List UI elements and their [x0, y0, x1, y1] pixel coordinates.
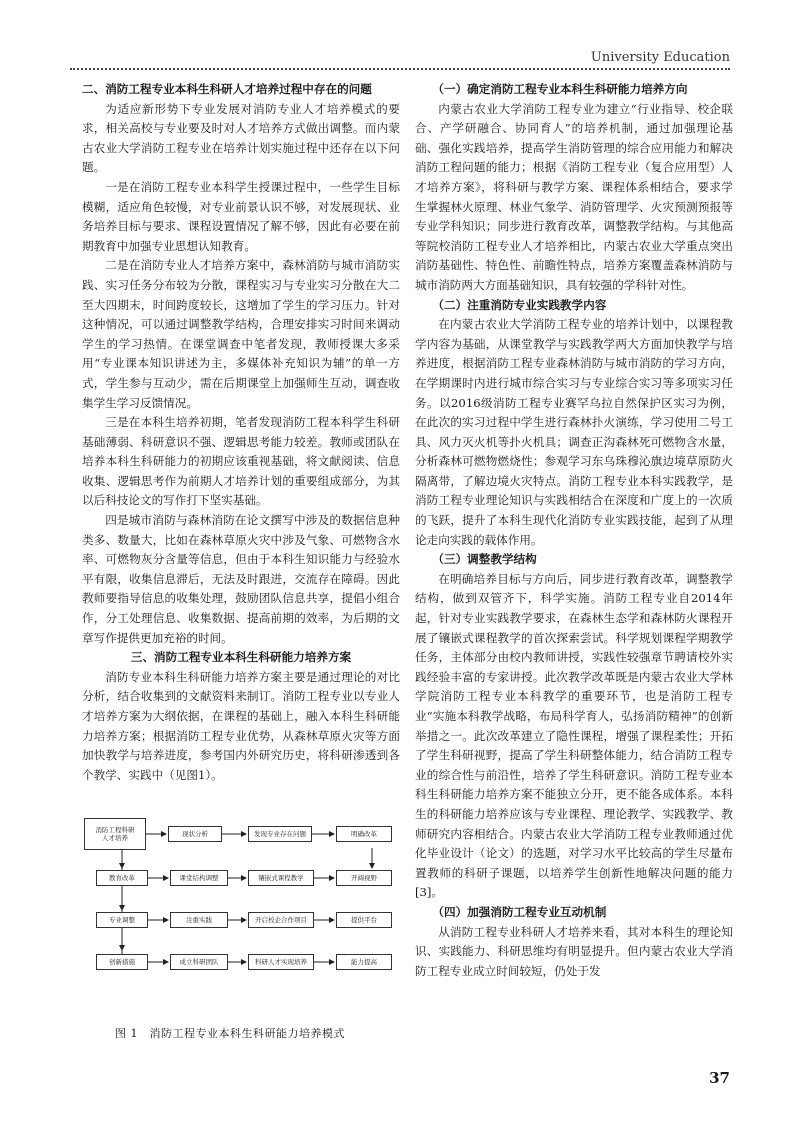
- body-paragraph: 从消防工程专业科研人才培养来看，其对本科生的理论知识、实践能力、科研思维均有明显提升。但内蒙古农业大学消防工程专业成立时间较短，仍处于发: [415, 924, 733, 978]
- figure-box: 教育改革: [96, 870, 148, 886]
- figure-box-root: 消防工程科研 人才培养: [84, 818, 146, 850]
- subsection-heading: （三）调整教学结构: [432, 552, 537, 567]
- body-paragraph: 消防专业本科生科研能力培养方案主要是通过理论的对比分析，结合收集到的文献资料来制订。消防工程专业以专业人才培养方案为大纲依据，在课程的基础上，融入本科生科研能力培养方案；根据消防工程专业优势，从森林草原火灾等方面加快教学与培养进度，参考国内外研究历史，将科研渗透到各个教学、实践中（见图1）。: [82, 669, 400, 782]
- figure-box: 镶嵌式课程教学: [248, 870, 314, 886]
- left-column: [82, 80, 400, 785]
- subsection-heading: （一）确定消防工程专业本科生科研能力培养方向: [432, 82, 688, 96]
- subsection-heading: （四）加强消防工程专业互动机制: [432, 904, 607, 919]
- figure-caption: 图 1 消防工程专业本科生科研能力培养模式: [115, 1027, 345, 1040]
- page-number: 37: [709, 1069, 730, 1087]
- section-heading: 二、消防工程专业本科生科研人才培养过程中存在的问题: [82, 82, 372, 96]
- body-paragraph: 二是在消防专业人才培养方案中，森林消防与城市消防实践、实习任务分布较为分散，课程实习与专业实习分散在大二至大四期末，时间跨度较长，这增加了学生的学习压力。针对这种情况，可以通过调整教学结构，合理安排实习时间来调动学生的学习热情。在课堂调查中笔者发现，教师授课大多采用“专业课本知识讲述为主，多媒体补充知识为辅”的单一方式，学生参与互动少，需在后期课堂上加强师生互动，调查收集学生学习反馈情况。: [82, 258, 400, 410]
- subsection-heading: （二）注重消防专业实践教学内容: [432, 297, 607, 312]
- body-paragraph: 在内蒙古农业大学消防工程专业的培养计划中，以课程教学内容为基础，从课堂教学与实践教学两大方面加快教学与培养进度，根据消防工程专业森林消防与城市消防的学习方向，在学期课时内进行城市综合实习与专业综合实习等多项实习任务。以2016级消防工程专业赛罕乌拉自然保护区实习为例，在此次的实习过程中学生进行森林扑火演练，学习使用二号工具、风力灭火机等扑火机具；调查正沟森林死可燃物含水量，分析森林可燃物燃烧性；参观学习东乌珠穆沁旗边境草原防火隔离带，了解边境火灾特点。消防工程专业本科实践教学，是消防工程专业理论知识与实践相结合在深度和广度上的一次质的飞跃，提升了本科生现代化消防专业实践技能，起到了从理论走向实践的载体作用。: [415, 317, 733, 547]
- figure-box: 能力提高: [336, 954, 392, 970]
- figure-box: 课堂结构调整: [170, 870, 228, 886]
- figure-box: 注重实践: [170, 912, 228, 928]
- body-paragraph: 在明确培养目标与方向后，同步进行教育改革，调整教学结构，做到双管齐下，科学实施。消防工程专业自2014年起，针对专业实践教学要求，在森林生态学和森林防火课程开展了镶嵌式课程教学的首次探索尝试。科学规划课程学期教学任务，主体部分由校内教师讲授，实践性较强章节聘请校外实践经验丰富的专家讲授。此次教学改革既是内蒙古农业大学林学院消防工程专业本科教学的重要环节，也是消防工程专业“实施本科教学战略，布局科学育人，弘扬消防精神”的创新举措之一。此次改革建立了隐性课程，增强了课程柔性；开拓了学生科研视野，提高了学生科研整体能力，结合消防工程专业的综合性与前沿性，培养了学生科研意识。消防工程专业本科生科研能力培养方案不能独立分开，更不能各成体系。本科生的科研能力培养应该与专业课程、理论教学、实践教学、教师研究内容相结合。内蒙古农业大学消防工程专业教师通过优化毕业设计（论文）的选题，对学习水平比较高的学生尽量布置教师的科研子课题，以培养学生创新性地解决问题的能力[3]。: [415, 571, 733, 900]
- figure-box: 开阔视野: [336, 870, 392, 886]
- figure-box: 现状分析: [168, 826, 222, 842]
- body-paragraph: 一是在消防工程专业本科学生授课过程中，一些学生目标模糊，适应角色较慢，对专业前景认识不够，对发展现状、业务培养目标与要求、课程设置情况了解不够，因此有必要在前期教育中加强专业思想认知教育。: [82, 179, 400, 253]
- figure-box: 创新措施: [96, 954, 148, 970]
- right-column: [415, 80, 733, 981]
- figure-box: 科研人才实现培养: [248, 954, 314, 970]
- figure-box: 发现专业存在问题: [248, 826, 312, 842]
- figure-box: 提供平台: [336, 912, 392, 928]
- header-divider: [70, 68, 730, 70]
- figure-box: 成立科研团队: [170, 954, 228, 970]
- figure-1-diagram: [82, 812, 402, 1007]
- body-paragraph: 四是城市消防与森林消防在论文撰写中涉及的数据信息种类多、数量大，比如在森林草原火灾中涉及气象、可燃物含水率、可燃物灰分含量等信息，但由于本科生知识能力与经验水平有限，收集信息滞后，无法及时跟进，交流存在障碍。因此教师要指导信息的收集处理，鼓励团队信息共享，提倡小组合作，分工处理信息、收集数据、提高前期的效率，为后期的文章写作提供更加充裕的时间。: [82, 513, 400, 645]
- journal-header: University Education: [590, 50, 730, 65]
- body-paragraph: 内蒙古农业大学消防工程专业为建立“行业指导、校企联合、产学研融合、协同育人”的培养机制，通过加强理论基础、强化实践培养，提高学生消防管理的综合应用能力和解决消防工程问题的能力；根据《消防工程专业（复合应用型）人才培养方案》，将科研与教学方案、课程体系相结合，要求学生掌握林火原理、林业气象学、消防管理学、火灾预测预报等专业学科知识；同步进行教育改革，调整教学结构。与其他高等院校消防工程专业人才培养相比，内蒙古农业大学重点突出消防基础性、特色性、前瞻性特点，培养方案覆盖森林消防与城市消防两大方面基础知识，具有较强的学科针对性。: [415, 101, 733, 292]
- figure-box: 开启校企合作项目: [248, 912, 314, 928]
- body-paragraph: 为适应新形势下专业发展对消防专业人才培养模式的要求，相关高校与专业要及时对人才培养方式做出调整。而内蒙古农业大学消防工程专业在培养计划实施过程中还存在以下问题。: [82, 101, 400, 175]
- figure-box: 明确改革: [336, 826, 392, 842]
- figure-box: 专业调整: [96, 912, 148, 928]
- section-heading: 三、消防工程专业本科生科研能力培养方案: [130, 650, 352, 665]
- body-paragraph: 三是在本科生培养初期，笔者发现消防工程本科学生科研基础薄弱、科研意识不强、逻辑思考能力较差。教师或团队在培养本科生科研能力的初期应该重视基础，将文献阅读、信息收集、逻辑思考作为前期人才培养计划的重要组成部分，为其以后科技论文的写作打下坚实基础。: [82, 415, 400, 508]
